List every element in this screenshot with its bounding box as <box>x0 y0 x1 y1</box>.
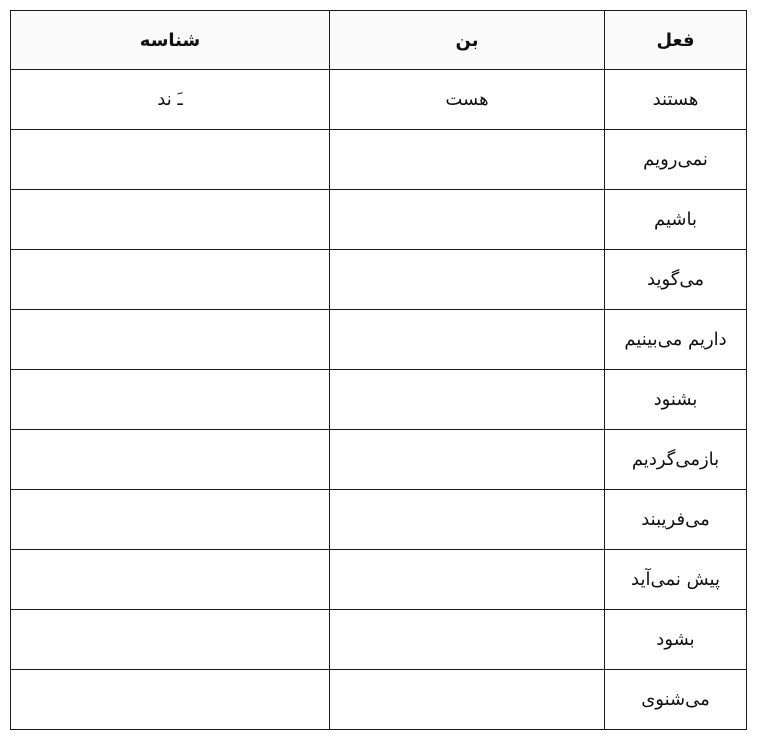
table-row <box>11 610 747 670</box>
suffix-cell[interactable] <box>11 370 330 430</box>
stem-cell[interactable] <box>330 130 605 190</box>
verb-cell: بشود <box>605 610 747 670</box>
verb-cell: می‌گوید <box>605 250 747 310</box>
table-row <box>11 430 747 490</box>
verb-cell: بازمی‌گردیم <box>605 430 747 490</box>
stem-cell[interactable] <box>330 250 605 310</box>
stem-cell[interactable] <box>330 490 605 550</box>
verb-cell: می‌فریبند <box>605 490 747 550</box>
header-suffix: شناسه <box>11 11 330 70</box>
table-row <box>11 490 747 550</box>
suffix-cell[interactable] <box>11 190 330 250</box>
verb-cell: می‌شنوی <box>605 670 747 730</box>
verb-cell: هستند <box>605 70 747 130</box>
table-row <box>11 190 747 250</box>
table-row <box>11 550 747 610</box>
stem-cell[interactable] <box>330 670 605 730</box>
header-stem: بن <box>330 11 605 70</box>
suffix-cell[interactable] <box>11 250 330 310</box>
stem-cell: هست <box>330 70 605 130</box>
stem-cell[interactable] <box>330 610 605 670</box>
verb-cell: بشنود <box>605 370 747 430</box>
header-verb: فعل <box>605 11 747 70</box>
suffix-cell[interactable] <box>11 610 330 670</box>
suffix-cell: ـَ ند <box>11 70 330 130</box>
verb-cell: داریم می‌بینیم <box>605 310 747 370</box>
table-row <box>11 250 747 310</box>
suffix-cell[interactable] <box>11 310 330 370</box>
table-row <box>11 310 747 370</box>
table-row <box>11 70 747 130</box>
verb-cell: نمی‌رویم <box>605 130 747 190</box>
table-row <box>11 370 747 430</box>
suffix-cell[interactable] <box>11 130 330 190</box>
verb-cell: باشیم <box>605 190 747 250</box>
stem-cell[interactable] <box>330 310 605 370</box>
worksheet-frame <box>10 10 746 744</box>
table-row <box>11 130 747 190</box>
verb-cell: پیش نمی‌آید <box>605 550 747 610</box>
table-header-row <box>11 11 747 70</box>
suffix-cell[interactable] <box>11 550 330 610</box>
suffix-cell[interactable] <box>11 490 330 550</box>
table-row <box>11 670 747 730</box>
suffix-cell[interactable] <box>11 670 330 730</box>
stem-cell[interactable] <box>330 550 605 610</box>
suffix-cell[interactable] <box>11 430 330 490</box>
stem-cell[interactable] <box>330 370 605 430</box>
stem-cell[interactable] <box>330 430 605 490</box>
stem-cell[interactable] <box>330 190 605 250</box>
verb-stem-table <box>10 10 747 730</box>
